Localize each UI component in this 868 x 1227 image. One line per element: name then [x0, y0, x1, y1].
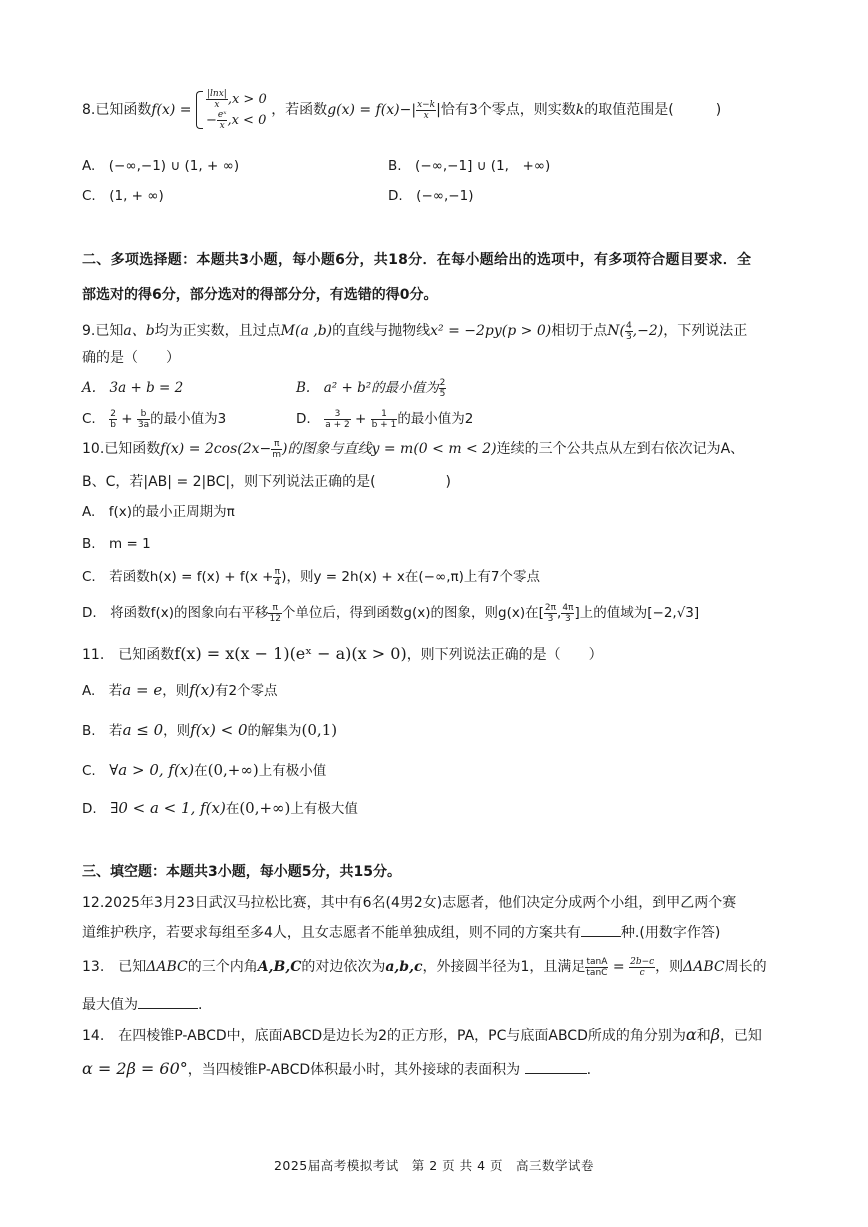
question-11: 11. 已知函数f(x) = x(x − 1)(eˣ − a)(x > 0)，则下列说法正确的是（ ） [82, 644, 603, 663]
q10-option-b: B. m = 1 [82, 536, 151, 552]
q11-option-c: C. ∀a > 0, f(x)在(0,+∞)上有极小值 [82, 761, 327, 779]
question-12-cont: 道维护秩序，若要求每组至多4人，且女志愿者不能单独成组，则不同的方案共有 种.(用数字作答) [82, 922, 798, 943]
piecewise-function: $\frac{|\ln x|}{x}$ ,x > 0 − $\frac{\text{eˣ}}{x}$ ,x < 0 [196, 89, 267, 131]
question-14: 14. 在四棱锥P-ABCD中，底面ABCD是边长为2的正方形，PA，PC与底面ABCD所成的角分别为α和β，已知 [82, 1025, 762, 1044]
question-14-cont: α = 2β = 60°，当四棱锥P-ABCD体积最小时，其外接球的表面积为 . [82, 1059, 592, 1078]
question-9: 9.已知a、b均为正实数，且过点M(a ,b)的直线与抛物线x² = −2py(p > 0)相切于点N( $\frac{4}{3}$ ,−2)，下列说法正 [82, 320, 748, 342]
q11-option-d: D. ∃0 < a < 1, f(x)在(0,+∞)上有极大值 [82, 799, 358, 817]
q14-answer-blank[interactable] [525, 1059, 587, 1074]
question-12: 12.2025年3月23日武汉马拉松比赛，其中有6名(4男2女)志愿者，他们决定分成两个小组，到甲乙两个赛 [82, 895, 737, 911]
q8-option-a: A. (−∞,−1) ∪ (1, + ∞) [82, 158, 240, 174]
q11-option-a: A. 若a = e，则f(x)有2个零点 [82, 681, 278, 699]
section-3-heading: 三、填空题：本题共3小题，每小题5分，共15分。 [82, 864, 401, 880]
question-13-cont: 最大值为 . [82, 994, 798, 1015]
q8-option-d: D. (−∞,−1) [388, 188, 474, 204]
question-10-cont: B、C，若|AB| = 2|BC|，则下列说法正确的是( ) [82, 474, 452, 490]
q12-answer-blank[interactable] [581, 922, 621, 937]
q11-option-b: B. 若a ≤ 0，则f(x) < 0的解集为(0,1) [82, 721, 338, 739]
section-2-heading: 二、多项选择题：本题共3小题，每小题6分，共18分．在每小题给出的选项中，有多项符合题目要求．全 [82, 252, 752, 268]
q8-option-b: B. (−∞,−1] ∪ (1, +∞) [388, 158, 551, 174]
question-10: 10.已知函数f(x) = 2cos(2x− $\frac{\pi}{m}$ )的图象与直线y = m(0 < m < 2)连续的三个公共点从左到右依次记为A、 [82, 438, 745, 460]
q8-option-c: C. (1, + ∞) [82, 188, 164, 204]
question-9-cont: 确的是（ ） [82, 350, 180, 366]
q9-option-d: D. $\frac{3}{a + 2}$ + $\frac{1}{b + 1}$ 的最小值为2 [296, 408, 474, 430]
q9-option-b: B. a² + b²的最小值为 $\frac{2}{5}$ [296, 377, 446, 399]
q10-option-a: A. f(x)的最小正周期为π [82, 504, 235, 520]
page-footer: 2025届高考模拟考试 第 2 页 共 4 页 高三数学试卷 [273, 1158, 595, 1173]
section-2-heading-cont: 部选对的得6分，部分选对的得部分分，有选错的得0分。 [82, 287, 438, 303]
question-8: 8.已知函数f(x) = $\frac{|\ln x|}{x}$ ,x > 0 − $\frac{\text{eˣ}}{x}$ ,x < 0 ，若函数g(x) = f(x)−| $\frac{x-k}{x}$ |恰有3个零点，则实数k的取值范围是( ) [82, 89, 722, 131]
q10-option-c: C. 若函数h(x) = f(x) + f(x + $\frac{\pi}{4}$ )，则y = 2h(x) + x在(−∞,π)上有7个零点 [82, 566, 541, 588]
q10-option-d: D. 将函数f(x)的图象向右平移 $\frac{\pi}{12}$ 个单位后，得到函数g(x)的图象，则g(x)在[ $\frac{2\pi}{3}$ , $\frac{4\pi}{3}$ ]上的值域为[−2,√3] [82, 602, 700, 624]
question-13: 13. 已知ΔABC的三个内角A,B,C的对边依次为a,b,c，外接圆半径为1，且满足 $\frac{\tan A}{\tan C}$ = $\frac{2b-c}{c}$ ，则ΔABC周长的 [82, 956, 767, 978]
q9-option-a: A. 3a + b = 2 [82, 380, 184, 396]
q13-answer-blank[interactable] [138, 994, 198, 1009]
q9-option-c: C. $\frac{2}{b}$ + $\frac{b}{3a}$ 的最小值为3 [82, 408, 227, 430]
